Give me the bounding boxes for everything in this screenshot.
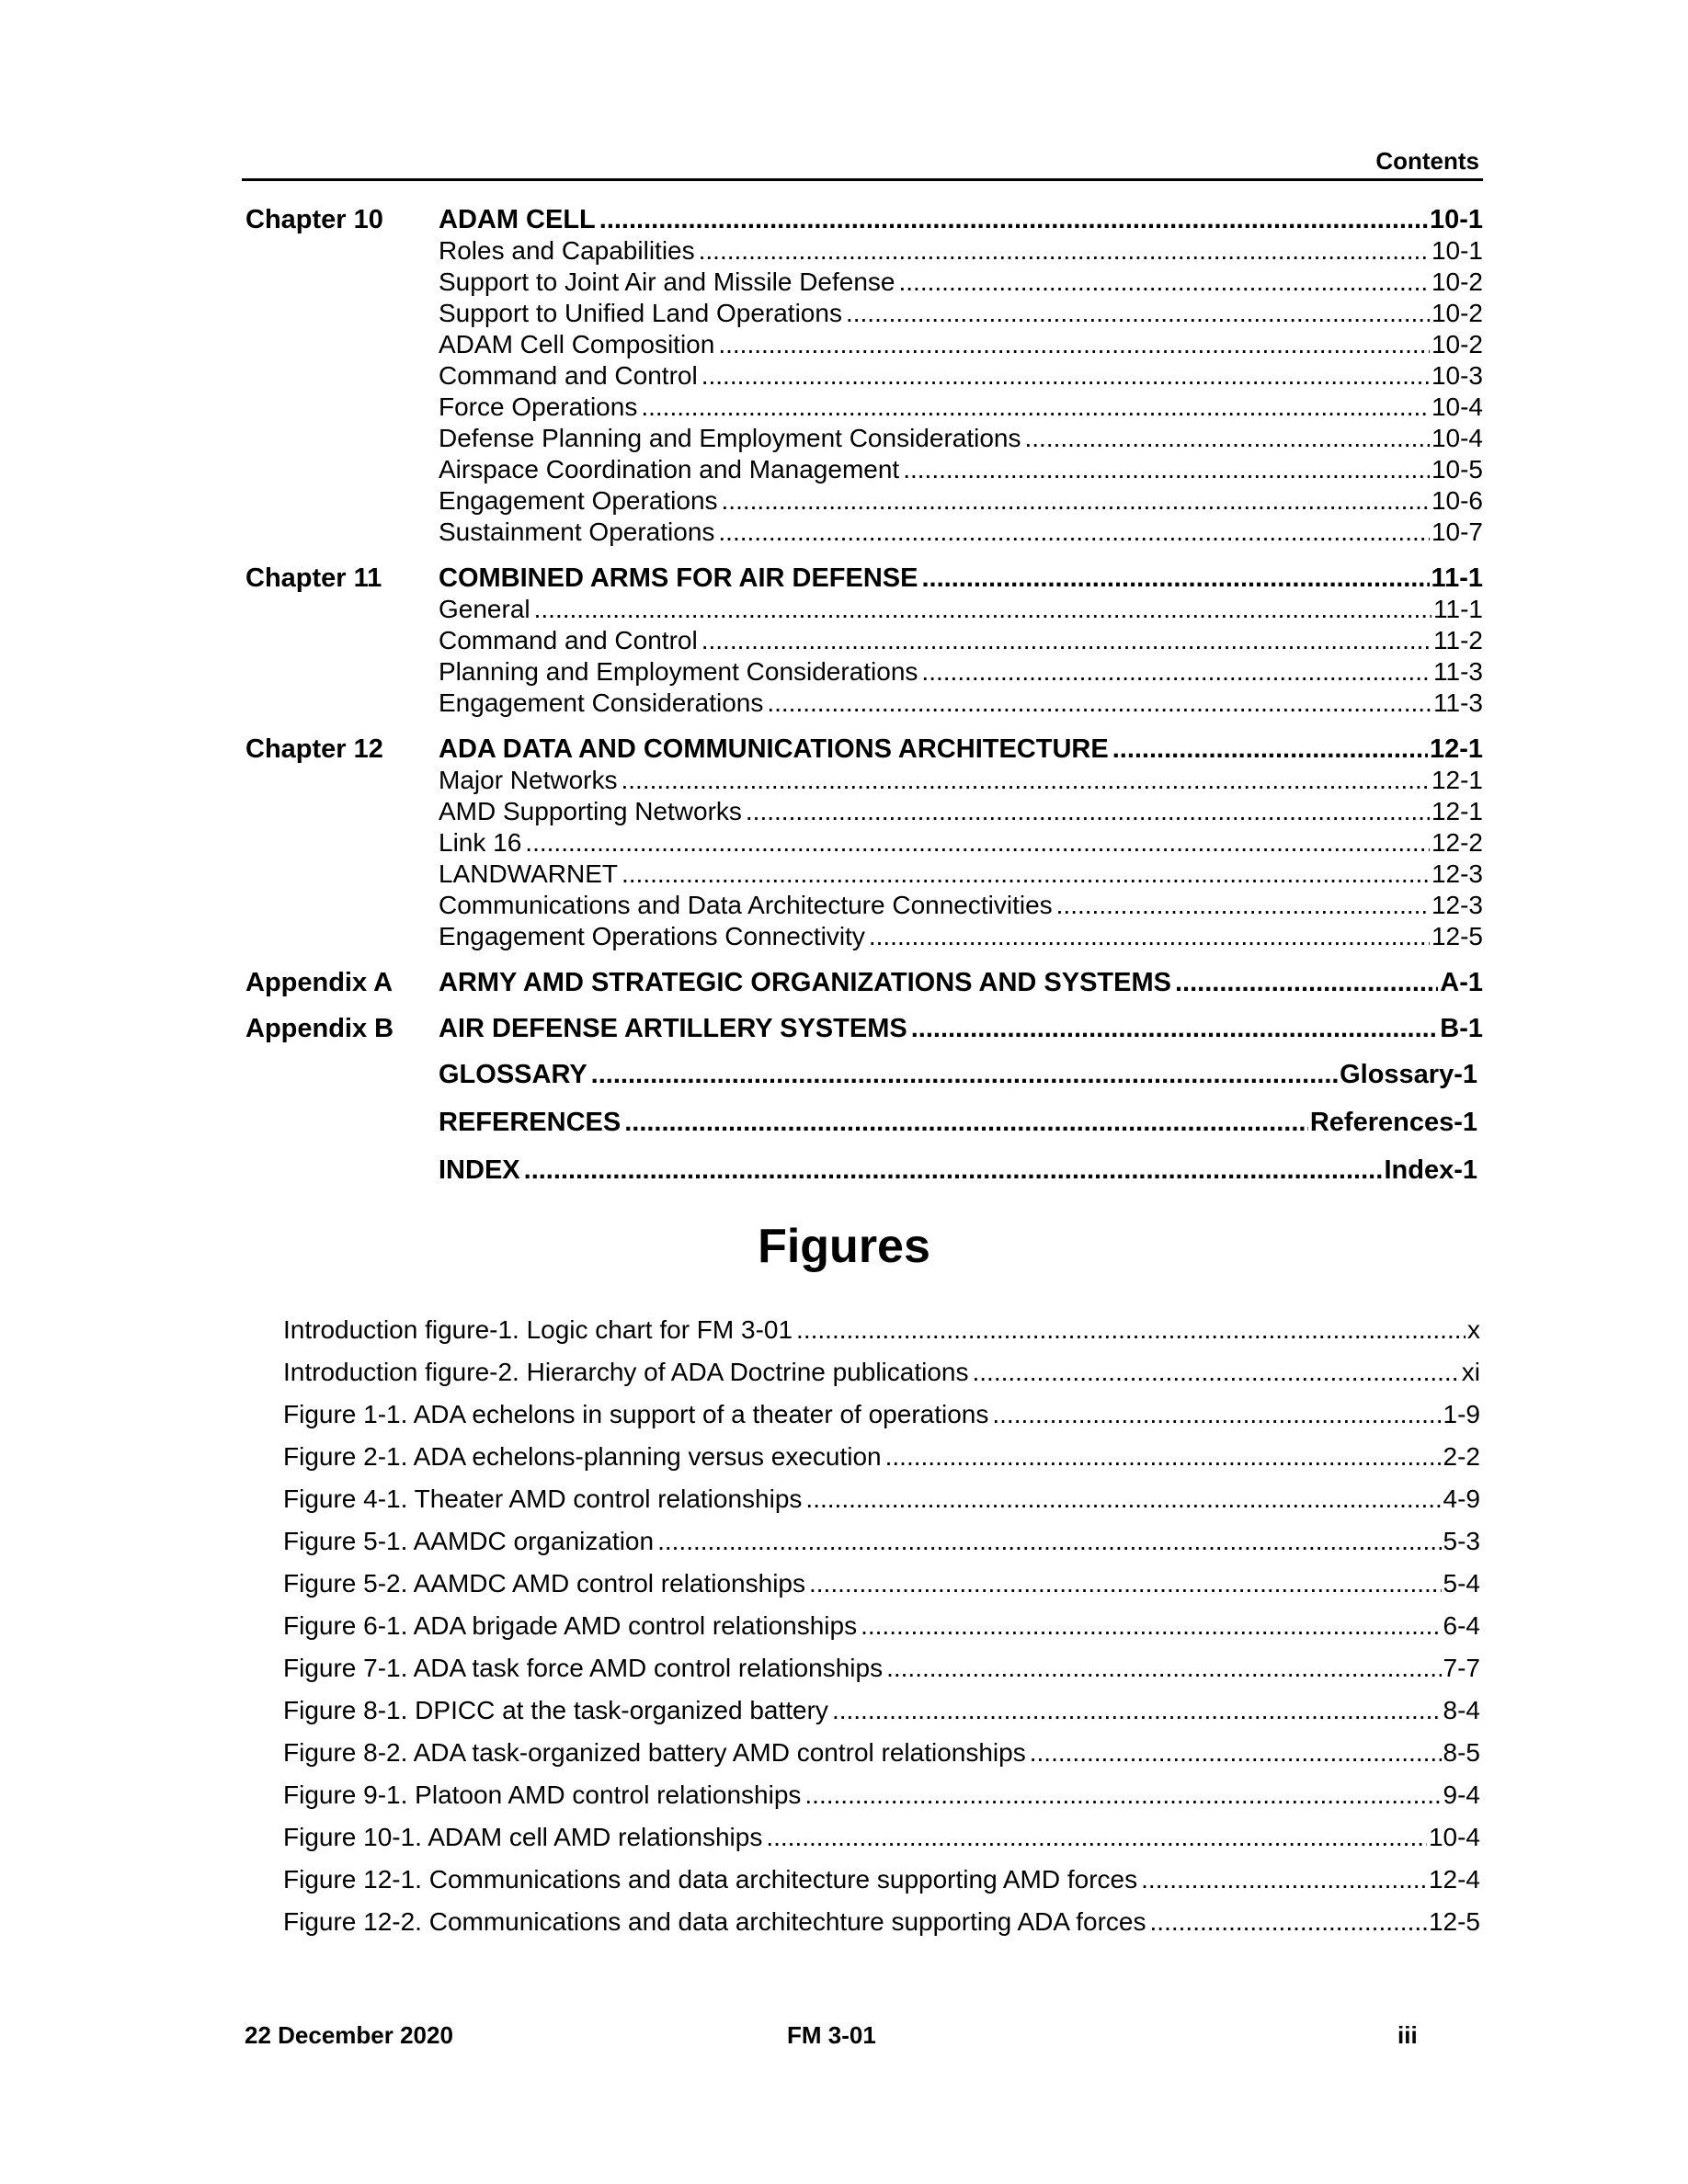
- figure-list-entry-title: Figure 5-1. AAMDC organization: [283, 1527, 655, 1555]
- figure-list-entry[interactable]: [283, 1774, 1480, 1816]
- dot-leader: [622, 859, 1430, 890]
- figure-list-entry[interactable]: [283, 1563, 1480, 1605]
- toc-chapter-entry-page: A-1: [1440, 968, 1483, 997]
- figure-list-entry-page: 9-4: [1443, 1780, 1480, 1809]
- figure-list-entry-page: 6-4: [1443, 1611, 1480, 1640]
- figure-list-entry-title: Figure 12-1. Communications and data architecture supporting AMD forces: [283, 1865, 1138, 1894]
- dot-leader: [718, 517, 1430, 548]
- toc-section-entry[interactable]: [439, 267, 1483, 298]
- dot-leader: [869, 921, 1430, 952]
- figure-list-entry-title: Figure 8-1. DPICC at the task-organized battery: [283, 1696, 828, 1724]
- toc-section-entry-title: Engagement Operations: [439, 486, 718, 515]
- dot-leader: [796, 1309, 1466, 1351]
- chapter-label: Chapter 11: [245, 563, 382, 593]
- dot-leader: [921, 656, 1431, 688]
- toc-section-entry-page: 10-4: [1431, 392, 1483, 421]
- toc-section-entry-page: 12-1: [1431, 797, 1483, 825]
- figure-list-entry-title: Figure 8-2. ADA task-organized battery AMD control relationships: [283, 1738, 1026, 1767]
- toc-chapter-entry-page: 11-1: [1431, 563, 1483, 593]
- figure-list-entry-page: 4-9: [1443, 1484, 1480, 1513]
- toc-section-entry-page: 10-2: [1431, 330, 1483, 358]
- toc-section-entry-title: Sustainment Operations: [439, 518, 715, 546]
- toc-section-entry[interactable]: [439, 625, 1483, 656]
- dot-leader: [1056, 890, 1430, 921]
- dot-leader: [911, 1013, 1439, 1044]
- toc-section-entry-page: 10-3: [1431, 361, 1483, 390]
- chapter-label: Appendix B: [245, 1014, 394, 1043]
- toc-back-matter-entry[interactable]: [439, 1107, 1477, 1138]
- toc-section-entry-title: Link 16: [439, 828, 522, 857]
- figure-list-entry[interactable]: [283, 1351, 1480, 1393]
- toc-back-matter-entry[interactable]: [439, 1059, 1477, 1090]
- dot-leader: [898, 267, 1429, 298]
- dot-leader: [921, 563, 1429, 594]
- figure-list-entry[interactable]: [283, 1436, 1480, 1478]
- toc-section-entry[interactable]: [439, 485, 1483, 517]
- figure-list-entry-page: 12-4: [1428, 1865, 1480, 1894]
- figure-list-entry-title: Figure 7-1. ADA task force AMD control relationships: [283, 1654, 884, 1682]
- toc-section-entry-page: 11-3: [1433, 688, 1483, 717]
- toc-section-entry-page: 10-6: [1431, 486, 1483, 515]
- dot-leader: [767, 688, 1431, 719]
- toc-back-matter-entry-page: Glossary-1: [1340, 1060, 1477, 1089]
- toc-back-matter-entry-page: References-1: [1309, 1108, 1477, 1137]
- figure-list-entry[interactable]: [283, 1309, 1480, 1351]
- chapter-label: Chapter 12: [245, 734, 383, 764]
- table-of-contents: [242, 204, 1483, 1202]
- dot-leader: [992, 1393, 1441, 1436]
- toc-chapter: [242, 734, 1483, 952]
- toc-section-entry-page: 11-2: [1433, 626, 1483, 654]
- toc-section-entry[interactable]: [439, 392, 1483, 423]
- toc-section-entry-page: 10-5: [1431, 455, 1483, 483]
- toc-back-matter-entry-title: INDEX: [439, 1155, 520, 1185]
- toc-section-entry[interactable]: [439, 423, 1483, 454]
- figure-list-entry[interactable]: [283, 1901, 1480, 1943]
- toc-section-entry-page: 12-5: [1431, 922, 1483, 950]
- footer-date: 22 December 2020: [245, 2021, 453, 2049]
- dot-leader: [699, 235, 1430, 267]
- dot-leader: [534, 594, 1431, 625]
- figure-list-entry-title: Figure 10-1. ADAM cell AMD relationships: [283, 1823, 763, 1851]
- dot-leader: [524, 1155, 1383, 1186]
- dot-leader: [885, 1436, 1442, 1478]
- toc-section-entry-title: Command and Control: [439, 626, 698, 654]
- toc-section-entry-title: Command and Control: [439, 361, 698, 390]
- figure-list-entry[interactable]: [283, 1732, 1480, 1774]
- dot-leader: [701, 625, 1431, 656]
- toc-back-matter-entry-title: GLOSSARY: [439, 1060, 587, 1089]
- toc-section-entry-page: 12-3: [1431, 891, 1483, 919]
- figure-list-entry-title: Figure 4-1. Theater AMD control relationships: [283, 1484, 803, 1513]
- toc-chapter: [242, 967, 1483, 998]
- toc-chapter-entry-page: 12-1: [1429, 734, 1483, 764]
- toc-section-entry-page: 12-3: [1431, 859, 1483, 888]
- toc-chapter-entry-title: COMBINED ARMS FOR AIR DEFENSE: [439, 563, 918, 593]
- toc-section-entry-title: LANDWARNET: [439, 859, 618, 888]
- page-header: [242, 145, 1483, 181]
- toc-section-entry[interactable]: [439, 594, 1483, 625]
- toc-back-matter-entry-page: Index-1: [1384, 1155, 1477, 1185]
- dot-leader: [846, 298, 1430, 329]
- figure-list-entry-page: 12-5: [1428, 1907, 1480, 1936]
- toc-section-entry-page: 12-1: [1431, 766, 1483, 794]
- dot-leader: [973, 1351, 1460, 1393]
- toc-section-entry[interactable]: [439, 360, 1483, 392]
- toc-section-entry-title: Engagement Considerations: [439, 688, 764, 717]
- figure-list-entry[interactable]: [283, 1393, 1480, 1436]
- figure-list-entry-page: 5-3: [1443, 1527, 1480, 1555]
- toc-chapter: [242, 204, 1483, 548]
- toc-chapter: [242, 563, 1483, 719]
- toc-section-entry[interactable]: [439, 796, 1483, 827]
- toc-section-entry[interactable]: [439, 688, 1483, 719]
- figure-list-entry-page: 5-4: [1443, 1569, 1480, 1598]
- toc-section-entry[interactable]: [439, 656, 1483, 688]
- figures-list: [283, 1309, 1480, 1943]
- toc-chapter-entry[interactable]: [439, 204, 1483, 235]
- toc-section-entry[interactable]: [439, 235, 1483, 267]
- dot-leader: [641, 392, 1430, 423]
- toc-chapter-entry-title: ADAM CELL: [439, 205, 596, 234]
- toc-section-entry-page: 10-7: [1431, 518, 1483, 546]
- toc-chapter-entry[interactable]: [439, 734, 1483, 765]
- toc-section-entry[interactable]: [439, 890, 1483, 921]
- figure-list-entry[interactable]: [283, 1520, 1480, 1563]
- figures-heading: Figures: [758, 1220, 930, 1273]
- toc-back-matter-entry[interactable]: [439, 1155, 1477, 1186]
- toc-section-entry-title: Roles and Capabilities: [439, 236, 695, 265]
- toc-section-entry-title: Support to Joint Air and Missile Defense: [439, 267, 895, 296]
- dot-leader: [886, 1647, 1441, 1689]
- dot-leader: [722, 485, 1430, 517]
- figure-list-entry-page: 2-2: [1443, 1442, 1480, 1471]
- dot-leader: [1141, 1859, 1427, 1901]
- figure-list-entry-title: Figure 9-1. Platoon AMD control relationships: [283, 1780, 802, 1809]
- figure-list-entry-title: Figure 2-1. ADA echelons-planning versus execution: [283, 1442, 882, 1471]
- figure-list-entry[interactable]: [283, 1478, 1480, 1520]
- dot-leader: [746, 796, 1430, 827]
- toc-chapter-entry[interactable]: [439, 1013, 1483, 1044]
- dot-leader: [599, 204, 1428, 235]
- toc-section-entry-page: 11-1: [1433, 595, 1483, 623]
- figure-list-entry-page: 8-5: [1443, 1738, 1480, 1767]
- toc-section-entry-page: 10-4: [1431, 424, 1483, 452]
- toc-section-entry-title: Major Networks: [439, 766, 618, 794]
- figure-list-entry-page: 8-4: [1443, 1696, 1480, 1724]
- toc-section-entry[interactable]: [439, 859, 1483, 890]
- dot-leader: [701, 360, 1430, 392]
- figure-list-entry-title: Figure 5-2. AAMDC AMD control relationships: [283, 1569, 805, 1598]
- dot-leader: [805, 1478, 1441, 1520]
- toc-section-entry-page: 10-2: [1431, 299, 1483, 327]
- figure-list-entry-page: 7-7: [1443, 1654, 1480, 1682]
- toc-section-entry-title: General: [439, 595, 530, 623]
- figure-list-entry-page: 10-4: [1428, 1823, 1480, 1851]
- toc-back-matter: [439, 1059, 1483, 1186]
- toc-chapter-entry-title: ADA DATA AND COMMUNICATIONS ARCHITECTURE: [439, 734, 1109, 764]
- toc-section-entry-title: Support to Unified Land Operations: [439, 299, 842, 327]
- toc-section-entry-title: Planning and Employment Considerations: [439, 657, 918, 686]
- dot-leader: [903, 454, 1430, 485]
- dot-leader: [1025, 423, 1430, 454]
- toc-chapter-entry-title: ARMY AMD STRATEGIC ORGANIZATIONS AND SYSTEMS: [439, 968, 1171, 997]
- header-title: Contents: [1375, 147, 1479, 175]
- toc-section-entry[interactable]: [439, 329, 1483, 360]
- dot-leader: [1030, 1732, 1442, 1774]
- toc-section-entry[interactable]: [439, 827, 1483, 859]
- toc-back-matter-entry-title: REFERENCES: [439, 1108, 622, 1137]
- dot-leader: [766, 1816, 1427, 1859]
- figure-list-entry-title: Figure 1-1. ADA echelons in support of a theater of operations: [283, 1400, 989, 1428]
- figure-list-entry-title: Figure 6-1. ADA brigade AMD control relationships: [283, 1611, 858, 1640]
- toc-chapter-entry[interactable]: [439, 967, 1483, 998]
- toc-chapter: [242, 1013, 1483, 1044]
- toc-section-entry-page: 10-2: [1431, 267, 1483, 296]
- toc-section-entry-title: Engagement Operations Connectivity: [439, 922, 865, 950]
- toc-section-entry-page: 10-1: [1431, 236, 1483, 265]
- toc-section-entry[interactable]: [439, 765, 1483, 796]
- figure-list-entry[interactable]: [283, 1689, 1480, 1732]
- toc-section-entry-page: 11-3: [1433, 657, 1483, 686]
- figure-list-entry[interactable]: [283, 1816, 1480, 1859]
- dot-leader: [624, 1107, 1308, 1138]
- footer-page-number: iii: [1397, 2021, 1418, 2049]
- toc-section-entry-title: ADAM Cell Composition: [439, 330, 715, 358]
- toc-section-entry-page: 12-2: [1431, 828, 1483, 857]
- toc-section-entry[interactable]: [439, 454, 1483, 485]
- toc-chapter-entry-page: B-1: [1440, 1014, 1483, 1043]
- chapter-label: Chapter 10: [245, 205, 383, 234]
- dot-leader: [832, 1689, 1442, 1732]
- figure-list-entry-page: 1-9: [1443, 1400, 1480, 1428]
- dot-leader: [718, 329, 1430, 360]
- figure-list-entry-title: Introduction figure-1. Logic chart for FM 3-01: [283, 1315, 793, 1344]
- figure-list-entry-page: x: [1467, 1315, 1480, 1344]
- figure-list-entry[interactable]: [283, 1605, 1480, 1647]
- figure-list-entry-title: Figure 12-2. Communications and data architechture supporting ADA forces: [283, 1907, 1146, 1936]
- toc-section-entry-title: AMD Supporting Networks: [439, 797, 742, 825]
- toc-section-entry-title: Communications and Data Architecture Connectivities: [439, 891, 1053, 919]
- figure-list-entry[interactable]: [283, 1859, 1480, 1901]
- dot-leader: [621, 765, 1429, 796]
- toc-chapter-entry-title: AIR DEFENSE ARTILLERY SYSTEMS: [439, 1014, 907, 1043]
- dot-leader: [1150, 1901, 1427, 1943]
- figure-list-entry-page: xi: [1461, 1358, 1480, 1386]
- toc-section-entry-title: Defense Planning and Employment Considerations: [439, 424, 1021, 452]
- dot-leader: [861, 1605, 1441, 1647]
- dot-leader: [591, 1059, 1338, 1090]
- toc-chapter-entry-page: 10-1: [1429, 205, 1483, 234]
- toc-section-entry-title: Airspace Coordination and Management: [439, 455, 900, 483]
- figure-list-entry[interactable]: [283, 1647, 1480, 1689]
- toc-section-entry[interactable]: [439, 517, 1483, 548]
- footer-document-number: FM 3-01: [787, 2021, 876, 2049]
- figure-list-entry-title: Introduction figure-2. Hierarchy of ADA Doctrine publications: [283, 1358, 969, 1386]
- dot-leader: [657, 1520, 1441, 1563]
- dot-leader: [804, 1774, 1441, 1816]
- dot-leader: [809, 1563, 1442, 1605]
- toc-section-entry[interactable]: [439, 298, 1483, 329]
- toc-section-entry[interactable]: [439, 921, 1483, 952]
- dot-leader: [1175, 967, 1438, 998]
- chapter-label: Appendix A: [245, 968, 393, 997]
- dot-leader: [525, 827, 1430, 859]
- toc-section-entry-title: Force Operations: [439, 392, 638, 421]
- toc-chapter-entry[interactable]: [439, 563, 1483, 594]
- dot-leader: [1112, 734, 1428, 765]
